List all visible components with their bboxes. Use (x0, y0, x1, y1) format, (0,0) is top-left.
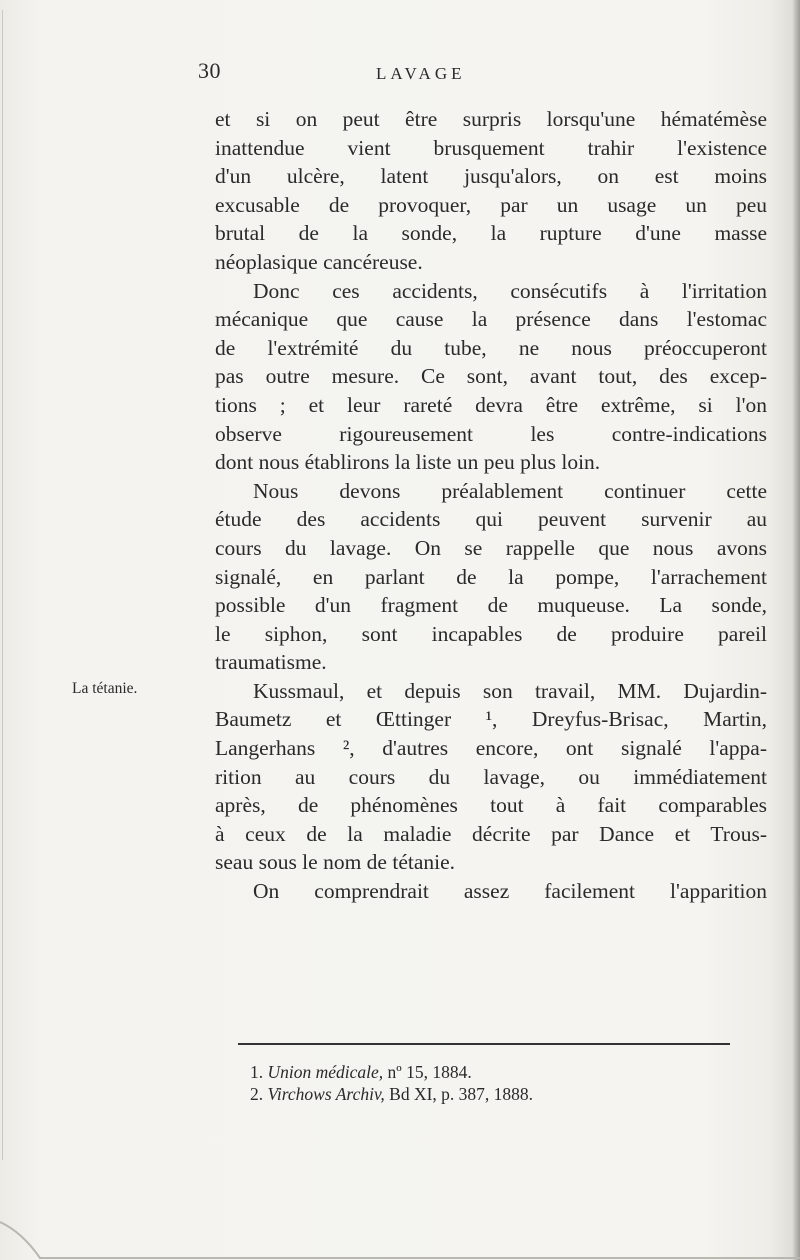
text-line: de l'extrémité du tube, ne nous préoccuperont (215, 335, 767, 360)
page-number: 30 (198, 58, 221, 83)
text-line: brutal de la sonde, la rupture d'une masse (215, 221, 767, 246)
margin-note-tetanie: La tétanie. (72, 680, 138, 697)
text-line: Baumetz et Œttinger ¹, Dreyfus-Brisac, Martin, (215, 707, 767, 732)
page-right-edge-shadow (792, 0, 800, 1260)
text-line: observe rigoureusement les contre-indications (215, 421, 767, 446)
text-line: seau sous le nom de tétanie. (215, 850, 456, 875)
text-line: d'un ulcère, latent jusqu'alors, on est moins (215, 164, 767, 189)
text-line: étude des accidents qui peuvent survenir au (215, 507, 767, 532)
page-bottom-edge (0, 1220, 800, 1260)
footnote-1 (250, 1061, 750, 1083)
footnote-details: nº 15, 1884. (387, 1062, 472, 1082)
text-line: On comprendrait assez facilement l'apparition (253, 879, 767, 904)
text-line: inattendue vient brusquement trahir l'existence (215, 135, 767, 160)
footnote-source: Virchows Archiv, (267, 1084, 385, 1104)
running-header (0, 58, 800, 88)
text-line: Nous devons préalablement continuer cette (253, 478, 767, 503)
page-left-edge (2, 10, 3, 1160)
text-line: cours du lavage. On se rappelle que nous avons (215, 535, 767, 560)
footnote-2 (250, 1083, 750, 1105)
footnote-source: Union médicale, (267, 1062, 384, 1082)
text-line: Langerhans ², d'autres encore, ont signalé l'appa- (215, 736, 767, 761)
text-line: Kussmaul, et depuis son travail, MM. Dujardin- (253, 678, 767, 703)
text-line: à ceux de la maladie décrite par Dance et Trous- (215, 821, 767, 846)
footnote-details: Bd XI, p. 387, 1888. (389, 1084, 534, 1104)
footnotes (250, 1061, 750, 1105)
footnote-rule (238, 1043, 730, 1045)
text-line: pas outre mesure. Ce sont, avant tout, des excep- (215, 364, 767, 389)
text-line: traumatisme. (215, 650, 327, 675)
text-line: signalé, en parlant de la pompe, l'arrachement (215, 564, 767, 589)
footnote-number: 1. (250, 1062, 264, 1082)
running-title: LAVAGE (376, 64, 466, 83)
text-line: rition au cours du lavage, ou immédiatement (215, 764, 767, 789)
text-line: tions ; et leur rareté devra être extrême, si l'on (215, 392, 767, 417)
text-line: le siphon, sont incapables de produire pareil (215, 621, 767, 646)
text-line: après, de phénomènes tout à fait comparables (215, 793, 767, 818)
text-line: excusable de provoquer, par un usage un peu (215, 192, 767, 217)
text-line: néoplasique cancéreuse. (215, 249, 423, 274)
footnote-number: 2. (250, 1084, 264, 1104)
text-line: possible d'un fragment de muqueuse. La sonde, (215, 593, 767, 618)
text-line: mécanique que cause la présence dans l'estomac (215, 307, 767, 332)
text-line: Donc ces accidents, consécutifs à l'irritation (253, 278, 767, 303)
body-text (215, 105, 767, 906)
text-line: et si on peut être surpris lorsqu'une hématémèse (215, 107, 767, 131)
text-line: dont nous établirons la liste un peu plus loin. (215, 450, 601, 475)
